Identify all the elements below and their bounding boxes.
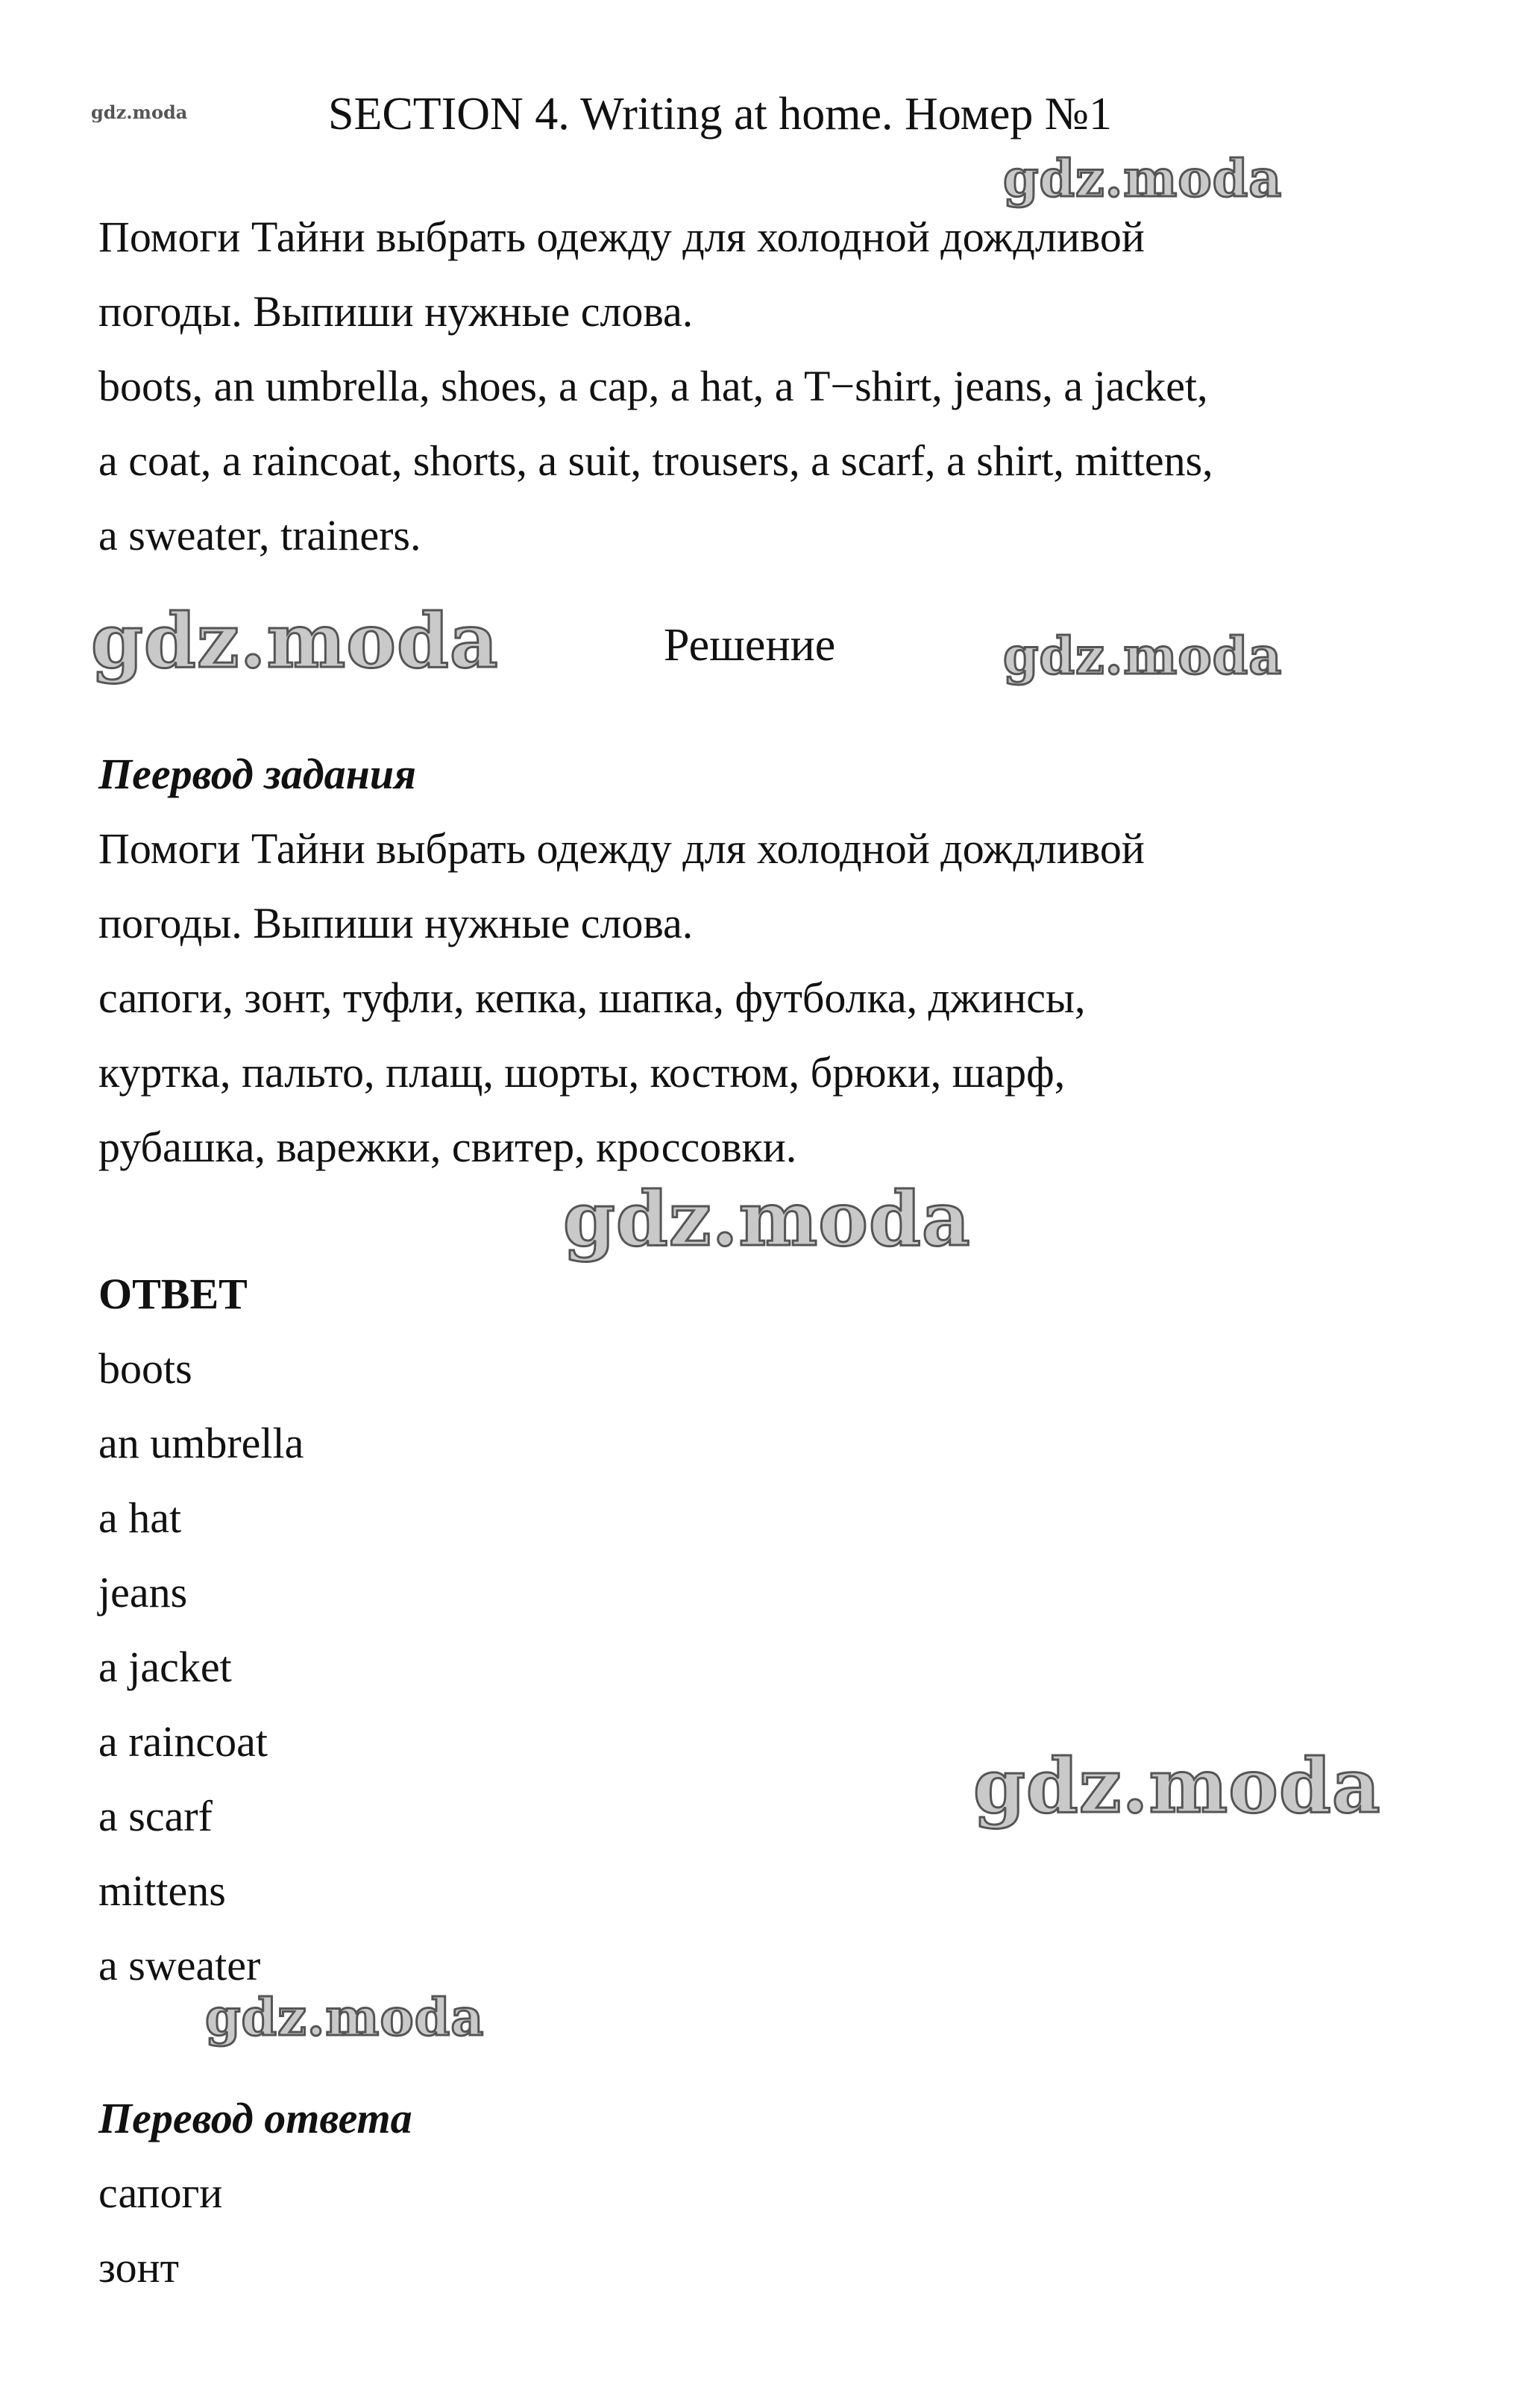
answer-item: jeans: [98, 1568, 188, 1617]
answer-item: mittens: [98, 1866, 226, 1915]
translation-heading: Пеервод задания: [98, 750, 416, 798]
answer-item: a sweater: [98, 1941, 261, 1990]
answer-item: a hat: [98, 1493, 182, 1542]
watermark: gdz.moda: [563, 1175, 971, 1263]
translation-line-5: рубашка, варежки, свитер, кроссовки.: [98, 1123, 797, 1171]
watermark-logo-small: gdz.moda: [91, 101, 188, 123]
answer-item: boots: [98, 1344, 192, 1393]
watermark: gdz.moda: [205, 1988, 485, 2048]
watermark: gdz.moda: [91, 597, 499, 685]
answer-item: a raincoat: [98, 1717, 268, 1766]
watermark: gdz.moda: [1003, 149, 1283, 209]
page-title: SECTION 4. Writing at home. Номер №1: [328, 89, 1113, 139]
answer-translation-item: зонт: [98, 2243, 179, 2292]
translation-line-3: сапоги, зонт, туфли, кепка, шапка, футболка, джинсы,: [98, 973, 1086, 1022]
answer-heading: ОТВЕТ: [98, 1270, 248, 1318]
translation-line-1: Помоги Тайни выбрать одежду для холодной дождливой: [98, 824, 1145, 873]
answer-item: an umbrella: [98, 1419, 304, 1467]
watermark: gdz.moda: [1003, 627, 1283, 686]
task-line-4: a coat, a raincoat, shorts, a suit, trousers, a scarf, a shirt, mittens,: [98, 436, 1213, 485]
task-line-3: boots, an umbrella, shoes, a cap, a hat, a T−shirt, jeans, a jacket,: [98, 362, 1208, 410]
task-line-5: a sweater, trainers.: [98, 511, 421, 559]
answer-item: a scarf: [98, 1792, 213, 1840]
translation-line-4: куртка, пальто, плащ, шорты, костюм, брюки, шарф,: [98, 1048, 1066, 1097]
solution-label: Решение: [664, 620, 836, 671]
answer-translation-item: сапоги: [98, 2169, 223, 2217]
answer-translation-heading: Перевод ответа: [98, 2094, 412, 2142]
translation-line-2: погоды. Выпиши нужные слова.: [98, 899, 694, 947]
task-line-2: погоды. Выпиши нужные слова.: [98, 287, 694, 336]
task-line-1: Помоги Тайни выбрать одежду для холодной дождливой: [98, 213, 1145, 261]
answer-item: a jacket: [98, 1643, 232, 1691]
watermark: gdz.moda: [973, 1742, 1381, 1830]
